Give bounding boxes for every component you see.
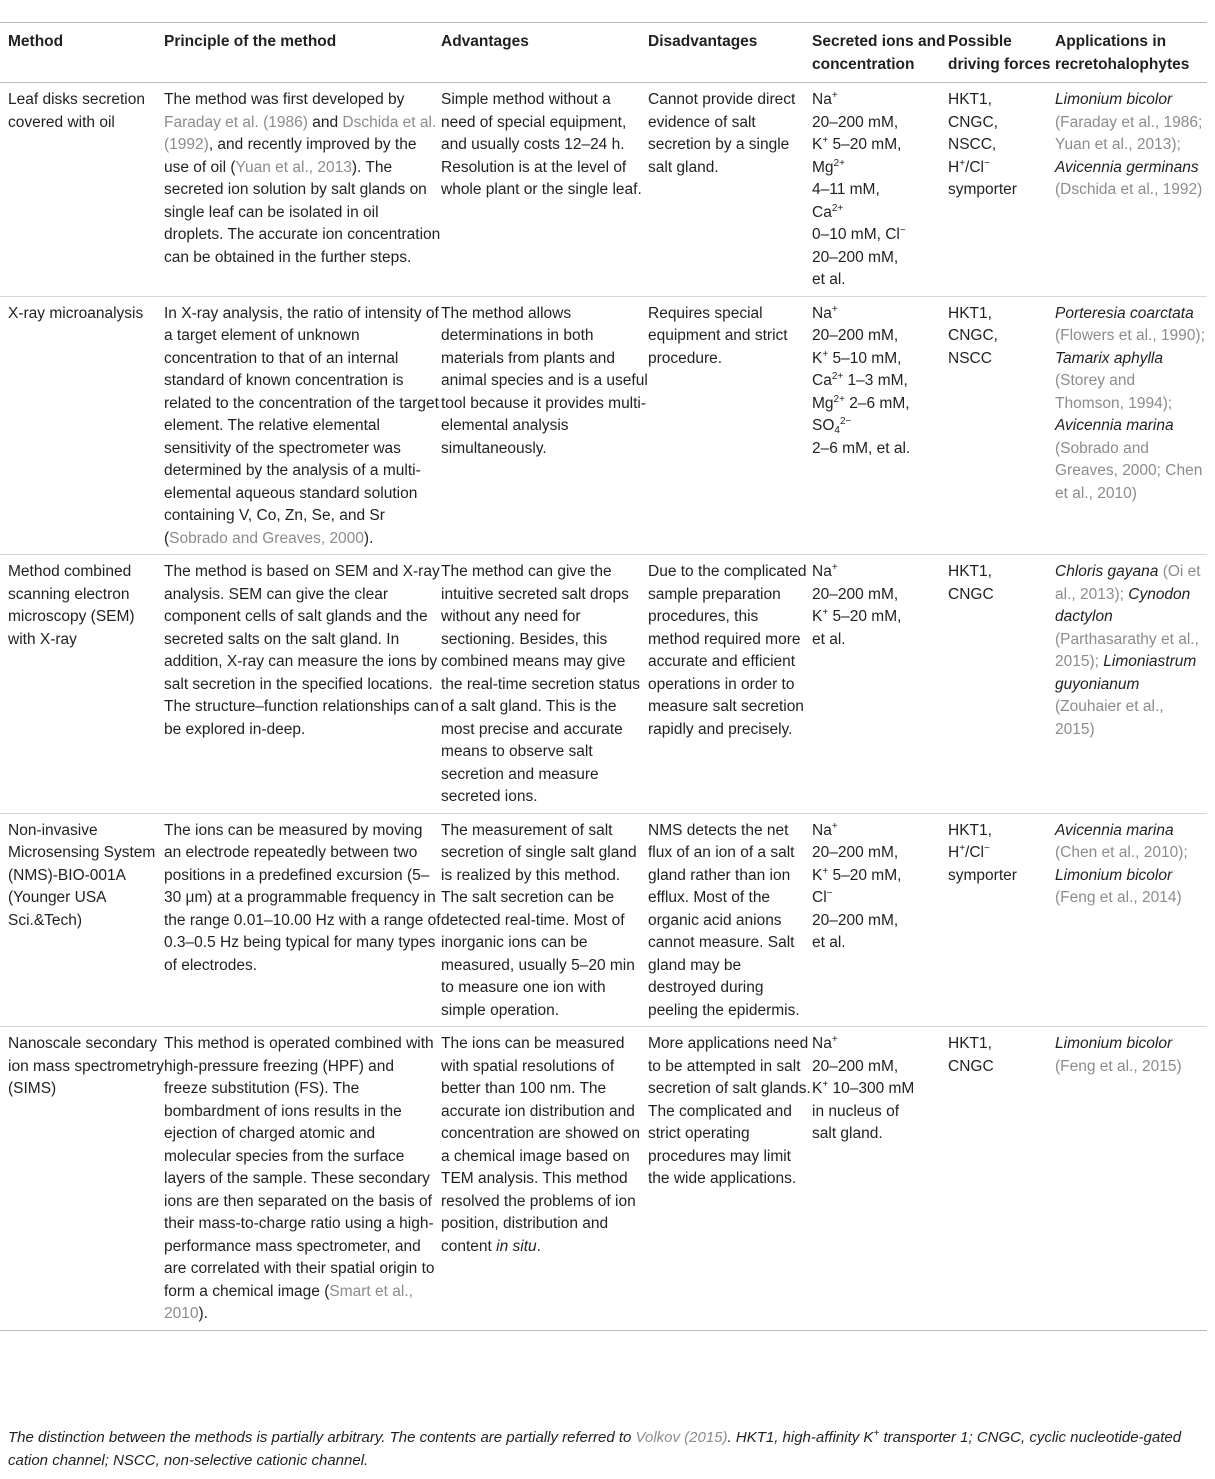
reference-link[interactable]: Sobrado and Greaves, 2000 [169,529,364,547]
table-row [0,1027,1207,1331]
method-cell: Leaf disks secretion covered with oil [0,83,164,297]
principle-cell: In X-ray analysis, the ratio of intensity of a target element of unknown concentration to that of an internal standard of known concentration is related to the concentration of the target element. The relative elemental sensitivity of the spectrometer was determined by the analysis of a multi-elemental aqueous standard solution containing V, Co, Zn, Se, and Sr (Sobrado and Greaves, 2000). [164,296,441,555]
disadvantages-cell: Due to the complicated sample preparation procedures, this method required more accurate and efficient operations in order to measure salt secretion rapidly and precisely. [648,555,812,814]
reference-link[interactable]: Faraday et al. (1986) [164,113,308,131]
species-name: Limoniastrum guyonianum [1055,653,1197,693]
table-row [0,813,1207,1027]
species-name: Avicennia marina [1055,417,1174,434]
applications-cell [1055,83,1207,297]
forces-cell: HKT1, CNGC, NSCC, H+/Cl− symporter [948,83,1055,297]
disadvantages-cell: Cannot provide direct evidence of salt secretion by a single salt gland. [648,83,812,297]
method-cell: Nanoscale secondary ion mass spectrometry (SIMS) [0,1027,164,1331]
table-header-row [0,22,1207,83]
applications-cell [1055,296,1207,555]
principle-cell: The method is based on SEM and X-ray analysis. SEM can give the clear component cells of salt glands and the secreted salts on the salt gland. In addition, X-ray can measure the ions by salt secretion in the specified locations. The structure–function relationships can be explored in-deep. [164,555,441,814]
species-name: Limonium bicolor [1055,1035,1173,1052]
species-name: Avicennia marina [1055,821,1174,839]
header-disadvantages: Disadvantages [648,22,812,83]
applications-cell [1055,813,1207,1027]
reference-link[interactable]: (Flowers et al., 1990); [1055,327,1205,344]
species-name: Porteresia coarctata [1055,304,1194,322]
method-cell: X-ray microanalysis [0,296,164,555]
reference-link[interactable]: (Storey and Thomson, 1994); [1055,372,1173,412]
header-principle: Principle of the method [164,22,441,83]
method-cell: Non-invasive Microsensing System (NMS)-BIO-001A (Younger USA Sci.&Tech) [0,813,164,1027]
forces-cell: HKT1, H+/Cl− symporter [948,813,1055,1027]
applications-cell [1055,1027,1207,1331]
ions-cell: Na+ 20–200 mM, K+ 5–20 mM, Cl− 20–200 mM, et al. [812,813,948,1027]
header-driving-forces: Possible driving forces [948,22,1055,83]
species-name: Tamarix aphylla [1055,349,1163,367]
reference-link[interactable]: Yuan et al., 2013 [235,158,352,176]
ions-cell: Na+ 20–200 mM, K+ 5–10 mM, $Ca^{2+}$ 1–3 mM, $Mg^{2+}$ 2–6 mM, $SO_4^{2-}$ 2–6 mM, et al. [812,296,948,555]
ions-cell: Na+ 20–200 mM, K+ 5–20 mM, et al. [812,555,948,814]
reference-link[interactable]: (Oi et al., 2013); [1055,563,1201,603]
reference-link[interactable]: (Sobrado and Greaves, 2000; Chen et al., 2010) [1055,439,1203,502]
reference-link[interactable]: (Faraday et al., 1986; Yuan et al., 2013); [1055,113,1203,153]
forces-cell: HKT1, CNGC [948,1027,1055,1331]
disadvantages-cell: NMS detects the net flux of an ion of a salt gland rather than ion efflux. Most of the organic acid anions cannot measure. Salt gland may be destroyed during peeling the epidermis. [648,813,812,1027]
reference-link[interactable]: (Dschida et al., 1992) [1055,181,1203,198]
table-caption: The distinction between the methods is partially arbitrary. The contents are partially referred to Volkov (2015). HKT1, high-affinity K+ transporter 1; CNGC, cyclic nucleotide-gated cation channel; NSCC, non-selective cationic channel. [8,1428,1182,1469]
table-row [0,555,1207,814]
reference-link[interactable]: (Zouhaier et al., 2015) [1055,698,1164,738]
ions-cell: Na+ 20–200 mM, K+ 10–300 mM in nucleus of salt gland. [812,1027,948,1331]
reference-link[interactable]: (Feng et al., 2014) [1055,889,1182,906]
species-name: Chloris gayana [1055,563,1159,580]
forces-cell: HKT1, CNGC, NSCC [948,296,1055,555]
species-name: Limonium bicolor [1055,91,1173,108]
advantages-cell: The method allows determinations in both materials from plants and animal species and is a useful tool because it provides multi-elemental analysis simultaneously. [441,296,648,555]
disadvantages-cell: Requires special equipment and strict procedure. [648,296,812,555]
applications-cell [1055,555,1207,814]
advantages-cell: The ions can be measured with spatial resolutions of better than 100 nm. The accurate ion distribution and concentration are showed on a chemical image based on TEM analysis. This method resolved the problems of ion position, distribution and content in situ. [441,1027,648,1331]
advantages-cell: The method can give the intuitive secreted salt drops without any need for sectioning. Besides, this combined means may give the real-time secretion status of a salt gland. This is the most precise and accurate means to observe salt secretion and measure secreted ions. [441,555,648,814]
reference-link[interactable]: (Chen et al., 2010); [1055,844,1188,861]
disadvantages-cell: More applications need to be attempted in salt secretion of salt glands. The complicated and strict operating procedures may limit the wide applications. [648,1027,812,1331]
method-cell: Method combined scanning electron microscopy (SEM) with X-ray [0,555,164,814]
advantages-cell: Simple method without a need of special equipment, and usually costs 12–24 h. Resolution is at the level of whole plant or the single leaf. [441,83,648,297]
reference-link[interactable]: (Parthasarathy et al., 2015); [1055,630,1199,670]
principle-cell: The method was first developed by Faraday et al. (1986) and Dschida et al. (1992), and recently improved by the use of oil (Yuan et al., 2013). The secreted ion solution by salt glands on single leaf can be isolated in oil droplets. The accurate ion concentration can be obtained in the further steps. [164,83,441,297]
species-name: Avicennia germinans [1055,158,1199,176]
reference-link[interactable]: (Feng et al., 2015) [1055,1057,1182,1075]
reference-link[interactable]: Smart et al., 2010 [164,1282,413,1322]
advantages-cell: The measurement of salt secretion of single salt gland is realized by this method. The salt secretion can be detected real-time. Most of inorganic ions can be measured, usually 5–20 min to measure one ion with simple operation. [441,813,648,1027]
principle-cell: The ions can be measured by moving an electrode repeatedly between two positions in a predefined excursion (5–30 μm) at a programmable frequency in the range 0.01–10.00 Hz with a range of 0.3–0.5 Hz being typical for many types of electrodes. [164,813,441,1027]
reference-link[interactable]: Dschida et al. (1992) [164,113,437,153]
methods-table [0,22,1207,1331]
species-name: Limonium bicolor [1055,866,1173,884]
header-secreted-ions: Secreted ions and concentration [812,22,948,83]
reference-link[interactable]: Volkov (2015) [635,1429,728,1446]
table-row [0,296,1207,555]
principle-cell: This method is operated combined with high-pressure freezing (HPF) and freeze substitution (FS). The bombardment of ions results in the ejection of charged atomic and molecular species from the surface layers of the sample. These secondary ions are then separated on the basis of their mass-to-charge ratio using a high-performance mass spectrometer, and are correlated with their spatial origin to form a chemical image (Smart et al., 2010). [164,1027,441,1331]
header-applications: Applications in recretohalophytes [1055,22,1207,83]
header-method: Method [0,22,164,83]
species-name: Cynodon dactylon [1055,585,1191,625]
ions-cell: Na+ 20–200 mM, K+ 5–20 mM, $Mg^{2+}$ 4–11 mM, $Ca^{2+}$ 0–10 mM, Cl− 20–200 mM, et al. [812,83,948,297]
forces-cell: HKT1, CNGC [948,555,1055,814]
header-advantages: Advantages [441,22,648,83]
table-row [0,83,1207,297]
